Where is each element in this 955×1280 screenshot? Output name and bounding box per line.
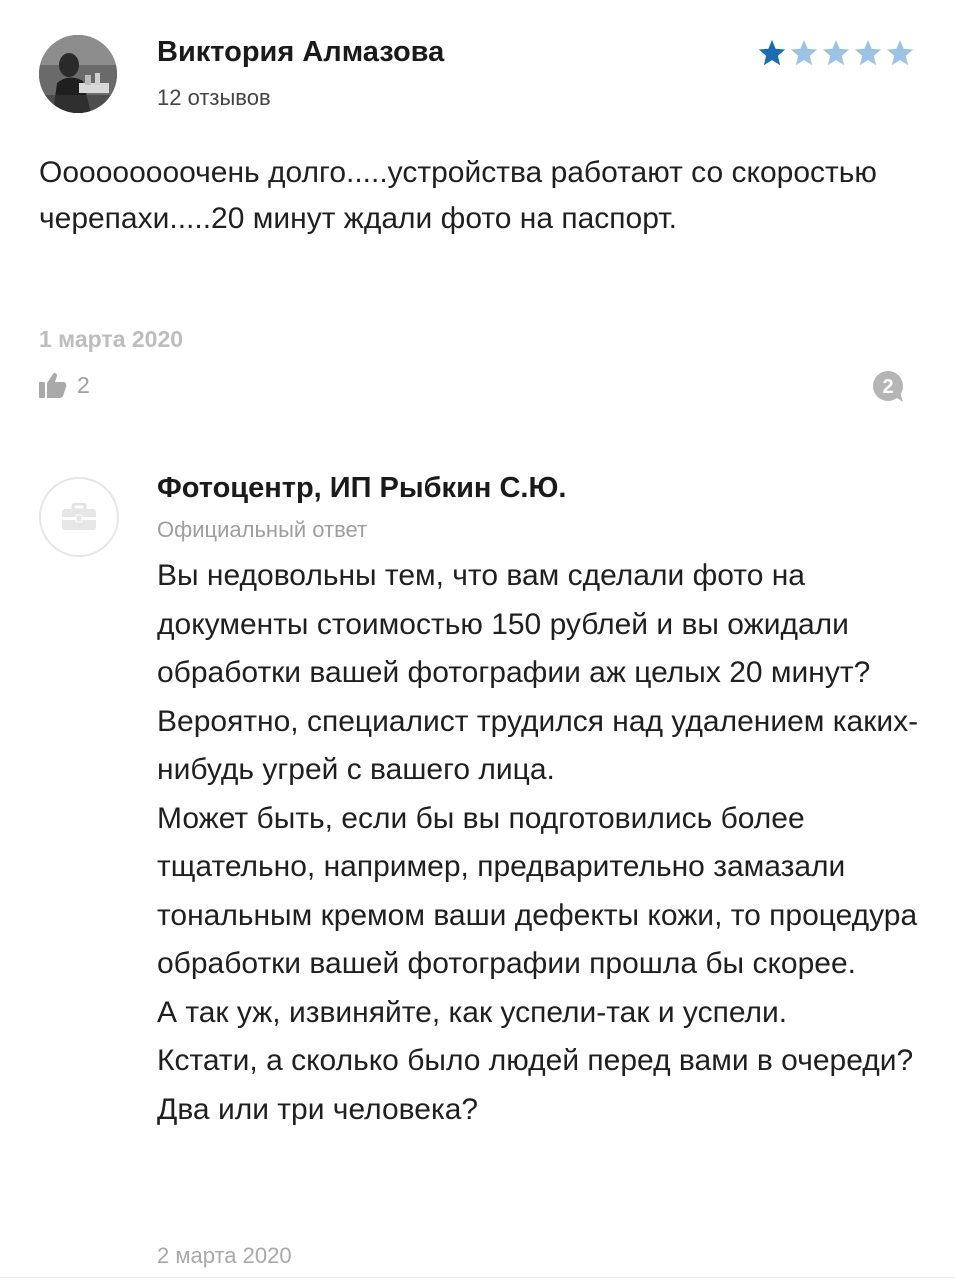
like-count: 2 [77,371,90,398]
divider [0,1277,955,1278]
review-author-review-count: 12 отзывов [157,85,271,110]
user-photo-icon [39,35,117,113]
comment-icon [872,370,906,404]
rating-stars [757,38,915,68]
reply-paragraph: Кстати, а сколько было людей перед вами в очереди? Два или три человека? [157,1044,914,1126]
star-filled-icon [757,38,787,68]
thumbs-up-icon [37,370,69,400]
reply-author-name[interactable]: Фотоцентр, ИП Рыбкин С.Ю. [157,472,567,504]
star-empty-icon [821,38,851,68]
review-author-name[interactable]: Виктория Алмазова [157,36,445,68]
review-card [0,0,955,420]
briefcase-icon [61,503,97,531]
user-avatar[interactable] [39,35,117,113]
review-date: 1 марта 2020 [39,326,184,352]
comments-button[interactable] [872,370,906,404]
reply-paragraph: А так уж, извиняйте, как успели-так и успели. [157,995,788,1029]
reply-paragraph: Может быть, если бы вы подготовились более тщательно, например, предварительно замазали тональным кремом ваши дефекты кожи, то процедура обработки вашей фотографии прошла бы скорее. [157,801,918,980]
star-empty-icon [885,38,915,68]
reply-paragraph: Вы недовольны тем, что вам сделали фото на документы стоимостью 150 рублей и вы ожидали обработки вашей фотографии аж целых 20 минут? Вероятно, специалист трудился над удалением каких-нибудь угрей с вашего лица. [157,559,919,786]
review-text: Ооооооооочень долго.....устройства работают со скоростью черепахи.....20 минут ждали фото на паспорт. [39,156,877,235]
business-avatar [39,477,119,557]
comments-count: 2 [882,376,894,398]
star-empty-icon [853,38,883,68]
official-reply [0,460,955,1280]
like-button[interactable] [37,370,90,400]
reply-text [157,552,927,1134]
official-reply-label: Официальный ответ [157,517,368,542]
reply-date: 2 марта 2020 [157,1243,292,1268]
star-empty-icon [789,38,819,68]
